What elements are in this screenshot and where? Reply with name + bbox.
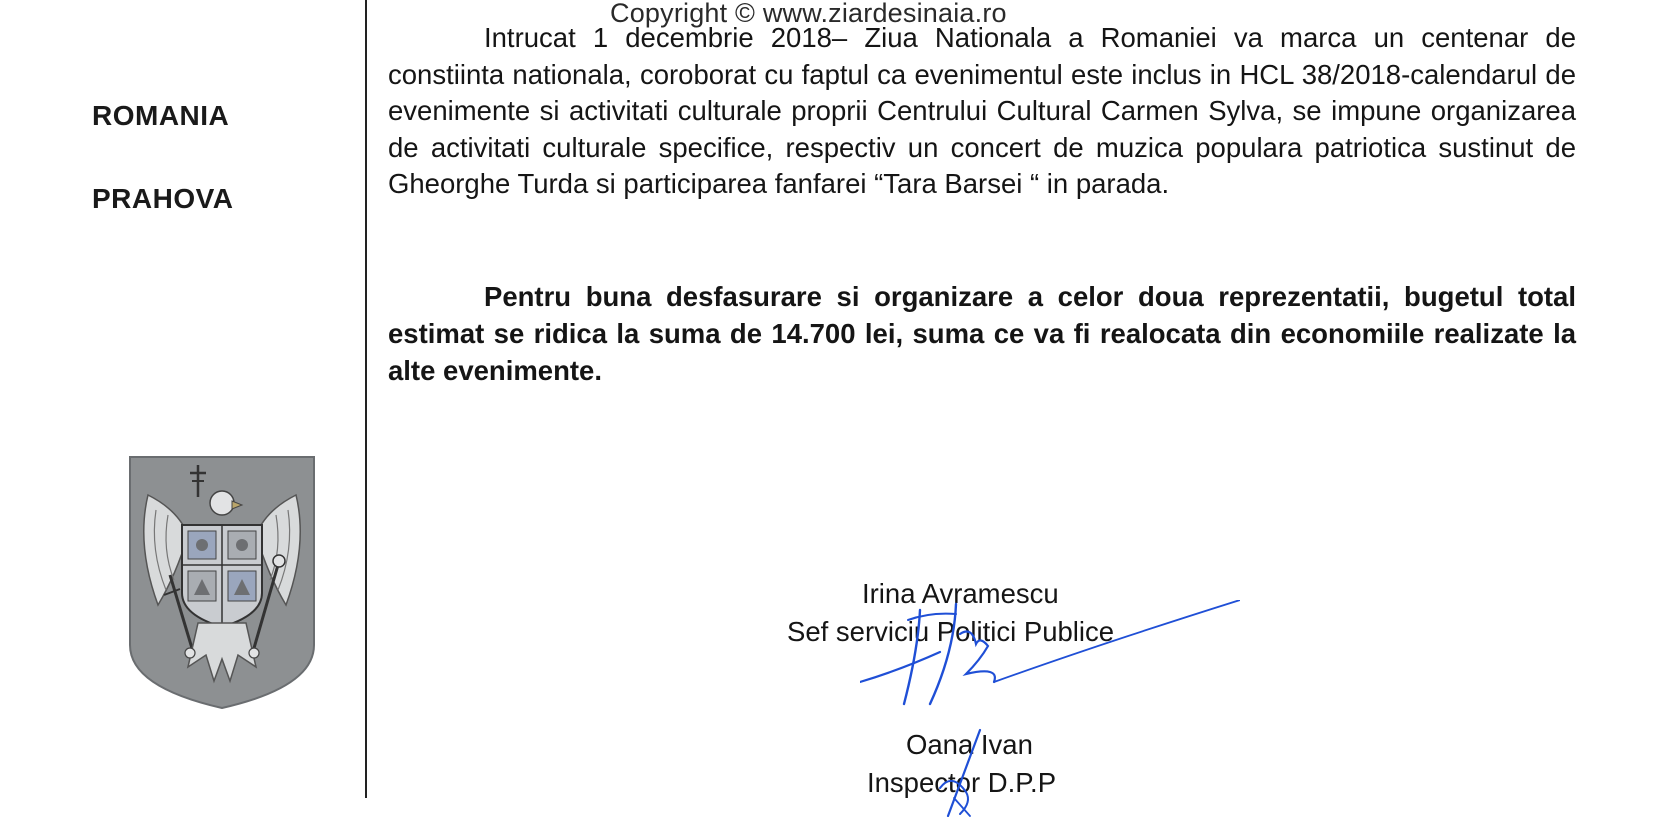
body-paragraph-2-text: Pentru buna desfasurare si organizare a celor doua reprezentatii, bugetul total estimat se ridica la suma de 14.700 lei, suma ce va fi realocata din economiile realizate la alte evenimente. [388, 281, 1576, 386]
handwritten-initials-icon [930, 728, 1000, 817]
signatory-2-title: Inspector D.P.P [867, 767, 1057, 798]
signatory-2-name: Oana Ivan [906, 729, 1033, 760]
body-paragraph-1-text: Intrucat 1 decembrie 2018– Ziua Nationala a Romaniei va marca un centenar de constiinta nationala, coroborat cu faptul ca evenimentul este inclus in HCL 38/2018-calendarul de evenimente si activitati culturale proprii Centrului Cultural Carmen Sylva, se impune organizarea de activitati culturale specifice, respectiv un concert de muzica populara patriotica sustinut de Gheorghe Turda si participarea fanfarei “Tara Barsei “ in parada. [388, 22, 1576, 200]
country-label: ROMANIA [92, 100, 230, 131]
copyright-watermark: Copyright © www.ziardesinaia.ro [610, 0, 1007, 28]
body-paragraph-2 [388, 278, 1576, 389]
signatory-1-title: Sef serviciu Politici Publice [787, 616, 1115, 647]
body-paragraph-1 [388, 20, 1576, 203]
county-label: PRAHOVA [92, 183, 234, 214]
vertical-divider [365, 0, 367, 798]
coat-of-arms-icon [128, 455, 316, 710]
signatory-1-name: Irina Avramescu [862, 578, 1059, 609]
handwritten-signature-icon [860, 600, 1240, 710]
